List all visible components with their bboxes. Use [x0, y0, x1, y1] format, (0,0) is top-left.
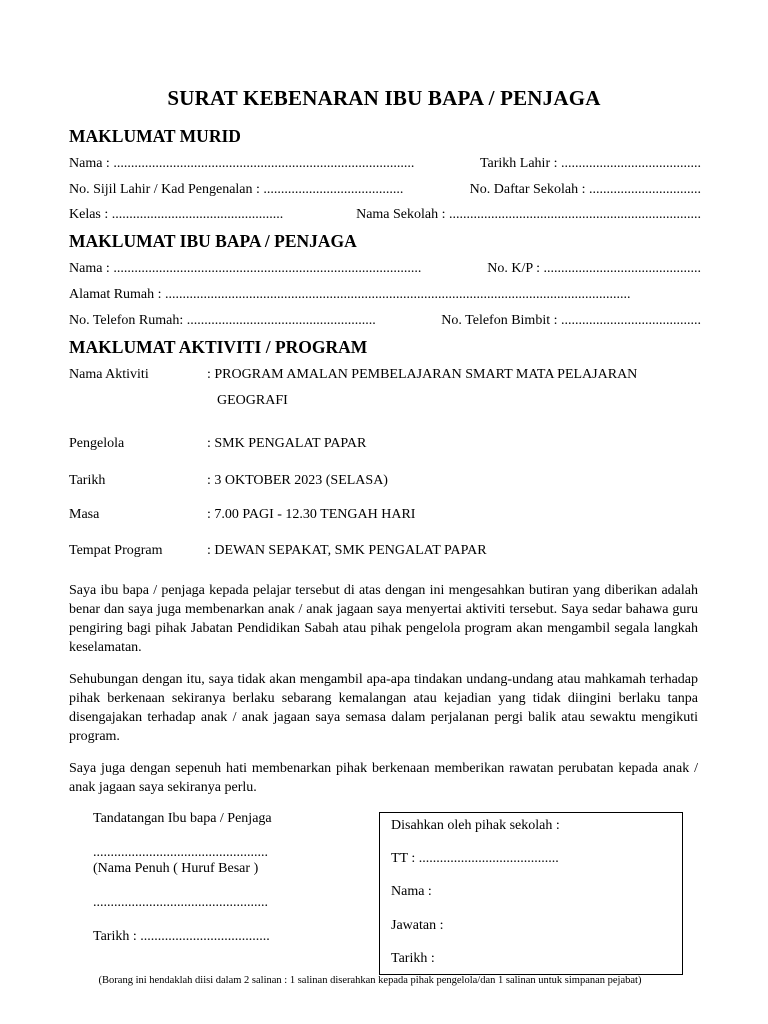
murid-line-nama	[69, 156, 701, 172]
school-verification-box	[379, 812, 683, 975]
murid-nama-field: Nama : ......................................................................................	[69, 156, 415, 171]
signature-tarikh: Tarikh : .....................................	[93, 929, 270, 944]
aktiviti-value-tarikh: : 3 OKTOBER 2023 (SELASA)	[207, 473, 388, 488]
document-title: SURAT KEBENARAN IBU BAPA / PENJAGA	[167, 86, 601, 110]
ibubapa-line-telefon	[69, 313, 701, 329]
nama-penuh-label: (Nama Penuh ( Huruf Besar )	[93, 861, 259, 876]
aktiviti-label-tarikh: Tarikh	[69, 473, 106, 488]
murid-daftar-field: No. Daftar Sekolah : ................................	[469, 182, 701, 197]
school-box-tarikh: Tarikh :	[391, 951, 435, 966]
ibubapa-alamat-field: Alamat Rumah : .....................................................................................................................................	[69, 287, 631, 302]
section-heading-aktiviti: MAKLUMAT AKTIVITI / PROGRAM	[69, 337, 368, 357]
murid-nama-sekolah-field: Nama Sekolah : ........................................................................	[356, 207, 701, 222]
aktiviti-value-nama-cont: GEOGRAFI	[217, 393, 288, 408]
paragraph-rawatan: Saya juga dengan sepenuh hati membenarkan pihak berkenaan memberikan rawatan perubatan kepada anak / anak jagaan saya sekiranya perlu.	[69, 761, 698, 795]
section-heading-murid: MAKLUMAT MURID	[69, 126, 241, 146]
aktiviti-label-tempat: Tempat Program	[69, 543, 163, 558]
ibubapa-nama-field: Nama : ........................................................................................	[69, 261, 422, 276]
murid-line-sijil	[69, 182, 701, 198]
murid-line-kelas	[69, 207, 701, 223]
aktiviti-label-masa: Masa	[69, 507, 100, 522]
aktiviti-value-pengelola: : SMK PENGALAT PAPAR	[207, 436, 367, 451]
murid-kelas-field: Kelas : .................................................	[69, 207, 284, 222]
paragraph-sehubungan: Sehubungan dengan itu, saya tidak akan mengambil apa-apa tindakan undang-undang atau mahkamah terhadap pihak berkenaan sekiranya berlaku sebarang kemalangan atau kejadian yang tidak diingini berlaku tanpa disengajakan terhadap anak / anak jagaan saya semasa dalam perjalanan pergi balik atau sewaktu mengikuti program.	[69, 672, 698, 744]
signature-label: Tandatangan Ibu bapa / Penjaga	[93, 811, 272, 826]
section-heading-ibubapa: MAKLUMAT IBU BAPA / PENJAGA	[69, 231, 357, 251]
murid-sijil-field: No. Sijil Lahir / Kad Pengenalan : ........................................	[69, 182, 404, 197]
murid-tarikh-lahir-field: Tarikh Lahir : ........................................	[479, 156, 701, 171]
aktiviti-label-nama: Nama Aktiviti	[69, 367, 149, 382]
ibubapa-tel-bimbit-field: No. Telefon Bimbit : ........................................	[441, 313, 701, 328]
school-box-tt: TT : ........................................	[391, 851, 559, 866]
school-box-jawatan: Jawatan :	[391, 918, 444, 933]
footnote: (Borang ini hendaklah diisi dalam 2 salinan : 1 salinan diserahkan kepada pihak pengelola/dan 1 salinan untuk simpanan pejabat)	[98, 975, 642, 986]
aktiviti-label-pengelola: Pengelola	[69, 436, 125, 451]
aktiviti-value-masa: : 7.00 PAGI - 12.30 TENGAH HARI	[207, 507, 416, 522]
signature-dots: ..................................................	[93, 845, 268, 860]
ibubapa-tel-rumah-field: No. Telefon Rumah: ......................................................	[69, 313, 376, 328]
ibubapa-line-nama	[69, 261, 701, 277]
paragraph-pengesahan: Saya ibu bapa / penjaga kepada pelajar tersebut di atas dengan ini mengesahkan butiran yang diberikan adalah benar dan saya juga membenarkan anak / anak jagaan saya menyertai aktiviti tersebut. Saya sedar bahawa guru pengiring bagi pihak Jabatan Pendidikan Sabah atau pihak pengelola program akan mengambil segala langkah keselamatan.	[69, 583, 698, 655]
school-box-nama: Nama :	[391, 884, 432, 899]
nama-penuh-dots: ..................................................	[93, 895, 268, 910]
school-box-label: Disahkan oleh pihak sekolah :	[391, 818, 560, 833]
ibubapa-kp-field: No. K/P : .............................................	[487, 261, 701, 276]
aktiviti-value-nama: : PROGRAM AMALAN PEMBELAJARAN SMART MATA PELAJARAN	[207, 367, 638, 382]
aktiviti-value-tempat: : DEWAN SEPAKAT, SMK PENGALAT PAPAR	[207, 543, 487, 558]
